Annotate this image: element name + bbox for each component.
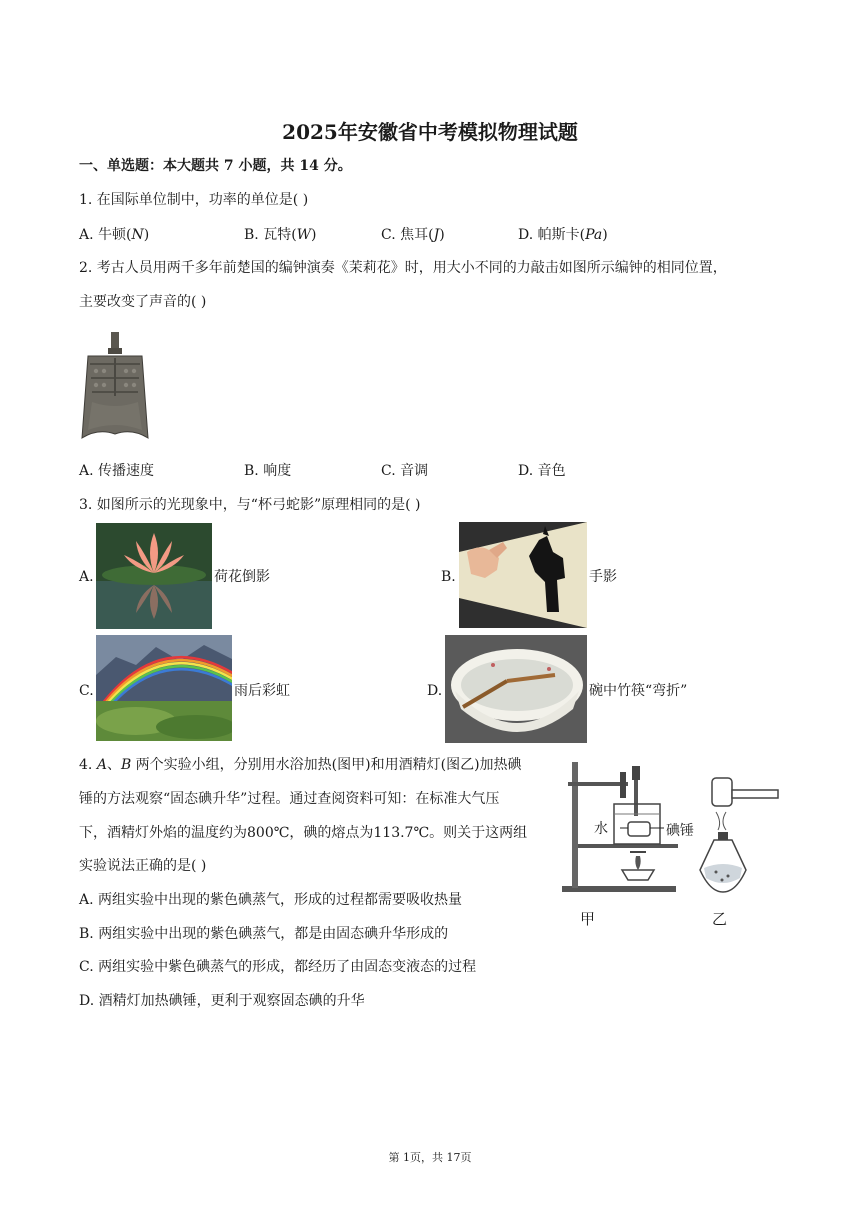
- q3-option-c-caption: 雨后彩虹: [234, 683, 290, 699]
- q1-option-c[interactable]: C. 焦耳(J): [381, 227, 445, 243]
- section-header: 一、单选题：本大题共 7 小题，共 14 分。: [79, 158, 352, 174]
- q2-option-d[interactable]: D. 音色: [518, 463, 566, 479]
- q2-option-c[interactable]: C. 音调: [381, 463, 429, 479]
- q1-option-b[interactable]: B. 瓦特(W): [244, 227, 317, 243]
- q2-option-a[interactable]: A. 传播速度: [79, 463, 155, 479]
- hand-shadow-image: [459, 522, 587, 628]
- iodine-experiment-figure: [556, 752, 782, 932]
- page-title: 2025年安徽省中考模拟物理试题: [282, 120, 578, 144]
- q1-option-d[interactable]: D. 帕斯卡(Pa): [518, 227, 608, 243]
- q3-option-c-letter[interactable]: C.: [79, 683, 94, 699]
- q4-stem-line2: 锤的方法观察“固态碘升华”过程。通过查阅资料可知：在标准大气压: [79, 791, 500, 807]
- q1-stem: 1. 在国际单位制中，功率的单位是( ): [79, 192, 309, 208]
- q3-option-a-letter[interactable]: A.: [79, 569, 94, 585]
- q4-option-d[interactable]: D. 酒精灯加热碘锤，更利于观察固态碘的升华: [79, 993, 365, 1009]
- q4-stem-line4: 实验说法正确的是( ): [79, 858, 207, 874]
- q1-option-a[interactable]: A. 牛顿(N): [79, 227, 150, 243]
- q4-stem-line3: 下，酒精灯外焰的温度约为800℃，碘的熔点为113.7℃。则关于这两组: [79, 825, 528, 841]
- q3-option-d-letter[interactable]: D.: [427, 683, 443, 699]
- q3-option-d-caption: 碗中竹筷“弯折”: [589, 683, 688, 699]
- q2-stem-line2: 主要改变了声音的( ): [79, 294, 207, 310]
- q4-option-c[interactable]: C. 两组实验中紫色碘蒸气的形成，都经历了由固态变液态的过程: [79, 959, 477, 975]
- q3-stem: 3. 如图所示的光现象中，与“杯弓蛇影”原理相同的是( ): [79, 497, 421, 513]
- q2-stem-line1: 2. 考古人员用两千多年前楚国的编钟演奏《茉莉花》时，用大小不同的力敲击如图所示编钟的相同位置，: [79, 260, 727, 276]
- q4-option-b[interactable]: B. 两组实验中出现的紫色碘蒸气，都是由固态碘升华形成的: [79, 926, 449, 942]
- q3-option-a-caption: 荷花倒影: [214, 569, 270, 585]
- q2-option-b[interactable]: B. 响度: [244, 463, 292, 479]
- q4-option-a[interactable]: A. 两组实验中出现的紫色碘蒸气，形成的过程都需要吸收热量: [79, 892, 463, 908]
- q4-stem-line1: 4. A、B 两个实验小组，分别用水浴加热(图甲)和用酒精灯(图乙)加热碘: [79, 757, 522, 773]
- label-water: 水: [594, 821, 608, 837]
- label-iodine: 碘锤: [666, 823, 694, 839]
- bowl-chopstick-image: [445, 635, 587, 743]
- bronze-bell-image: [80, 330, 150, 442]
- page-footer: 第 1页，共 17页: [388, 1151, 472, 1164]
- q3-option-b-letter[interactable]: B.: [441, 569, 456, 585]
- apparatus-drawing: [556, 752, 782, 932]
- q3-option-b-caption: 手影: [589, 569, 617, 585]
- label-jia: 甲: [580, 910, 596, 928]
- rainbow-image: [96, 635, 232, 741]
- label-yi: 乙: [712, 910, 728, 928]
- lotus-reflection-image: [96, 523, 212, 629]
